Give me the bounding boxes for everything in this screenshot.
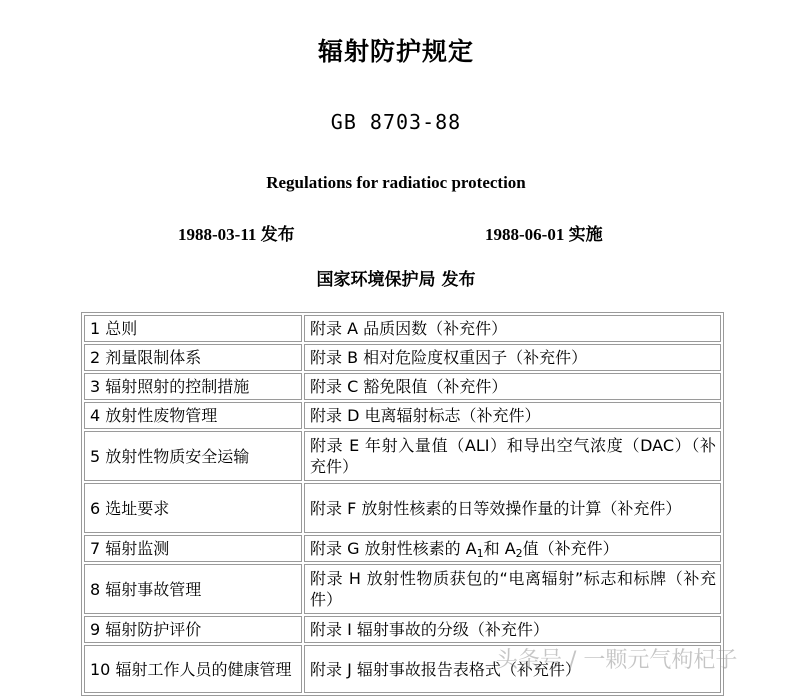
chapter-cell: 9 辐射防护评价 (84, 616, 302, 643)
appendix-text: 和 A (483, 539, 516, 558)
table-row (84, 373, 721, 400)
table-row (84, 535, 721, 562)
issue-date: 1988-03-11 发布 (178, 225, 295, 244)
appendix-cell: 附录 D 电离辐射标志（补充件） (304, 402, 721, 429)
table-row (84, 483, 721, 533)
appendix-cell (304, 535, 721, 562)
chapter-cell: 2 剂量限制体系 (84, 344, 302, 371)
table-row (84, 431, 721, 481)
appendix-cell: 附录 H 放射性物质获包的“电离辐射”标志和标牌（补充件） (304, 564, 721, 614)
appendix-cell: 附录 E 年射入量值（ALI）和导出空气浓度（DAC）（补充件） (304, 431, 721, 481)
appendix-cell: 附录 I 辐射事故的分级（补充件） (304, 616, 721, 643)
appendix-cell: 附录 F 放射性核素的日等效操作量的计算（补充件） (304, 483, 721, 533)
chapter-cell: 4 放射性废物管理 (84, 402, 302, 429)
table-row (84, 402, 721, 429)
dates-row (0, 220, 792, 244)
document-title: 辐射防护规定 (317, 37, 474, 66)
effective-date: 1988-06-01 实施 (485, 225, 603, 244)
appendix-cell: 附录 B 相对危险度权重因子（补充件） (304, 344, 721, 371)
appendix-cell: 附录 C 豁免限值（补充件） (304, 373, 721, 400)
appendix-cell: 附录 J 辐射事故报告表格式（补充件） (304, 645, 721, 693)
table-row (84, 315, 721, 342)
chapter-cell: 7 辐射监测 (84, 535, 302, 562)
watermark: 头条号 / 一颗元气枸杞子 (496, 648, 738, 673)
chapter-cell: 1 总则 (84, 315, 302, 342)
table-row (84, 344, 721, 371)
subscript: 1 (476, 547, 484, 560)
table-row (84, 616, 721, 643)
appendix-text: 附录 G 放射性核素的 A (310, 539, 477, 558)
appendix-text: 值（补充件） (522, 539, 619, 558)
chapter-cell: 6 选址要求 (84, 483, 302, 533)
issuer: 国家环境保护局 发布 (316, 270, 476, 290)
chapter-cell: 3 辐射照射的控制措施 (84, 373, 302, 400)
chapter-cell: 10 辐射工作人员的健康管理 (84, 645, 302, 693)
chapter-cell: 5 放射性物质安全运输 (84, 431, 302, 481)
contents-table (81, 312, 724, 696)
table-row (84, 564, 721, 614)
chapter-cell: 8 辐射事故管理 (84, 564, 302, 614)
english-title: Regulations for radiatioc protection (266, 173, 526, 192)
appendix-cell: 附录 A 品质因数（补充件） (304, 315, 721, 342)
subscript: 2 (515, 547, 523, 560)
standard-code: GB 8703-88 (330, 110, 462, 134)
